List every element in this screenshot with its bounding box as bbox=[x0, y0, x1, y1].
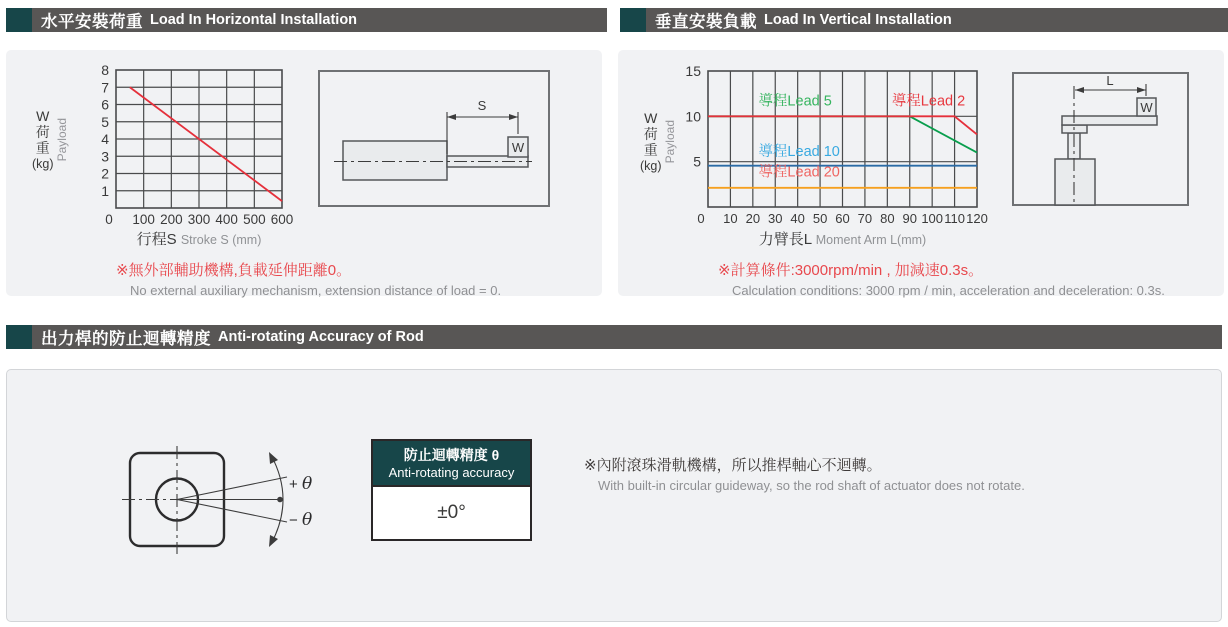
dimension-l bbox=[1075, 73, 1146, 96]
x-axis-label: 力臂長L Moment Arm L(mm) bbox=[758, 231, 927, 248]
x-tick-label: 500 bbox=[243, 212, 266, 227]
minus-sign: − bbox=[289, 512, 302, 529]
vertical-section-panel bbox=[618, 50, 1224, 296]
anti-rotating-accuracy-table bbox=[371, 439, 532, 541]
table-header bbox=[373, 441, 530, 487]
y-axis-title-line: 重 bbox=[643, 141, 658, 158]
series-label-lead-2: 導程Lead 2 bbox=[891, 93, 966, 110]
note-en: With built-in circular guideway, so the rod shaft of actuator does not rotate. bbox=[598, 478, 1025, 493]
horizontal-section-panel bbox=[6, 50, 602, 296]
y-tick-label: 5 bbox=[693, 153, 701, 170]
section-title-zh: 出力桿的防止迴轉精度 bbox=[41, 330, 211, 348]
horizontal-load-chart bbox=[72, 58, 322, 258]
x-tick-label: 110 bbox=[944, 211, 965, 226]
x-tick-label: 100 bbox=[921, 211, 944, 226]
minus-theta-label bbox=[289, 510, 312, 530]
x-tick-label: 0 bbox=[697, 211, 705, 226]
actuator-body bbox=[343, 141, 447, 180]
note-zh: ※計算條件:3000rpm/min , 加減速0.3s。 bbox=[718, 262, 984, 279]
x-tick-label: 100 bbox=[132, 212, 155, 227]
table-value: ±0° bbox=[437, 502, 466, 523]
x-tick-label: 400 bbox=[215, 212, 238, 227]
theta-symbol: θ bbox=[301, 474, 313, 494]
y-axis-title-line: 荷 bbox=[643, 126, 658, 143]
y-tick-label: 10 bbox=[685, 108, 701, 125]
note-en: No external auxiliary mechanism, extension distance of load = 0. bbox=[130, 283, 502, 298]
x-tick-label: 50 bbox=[812, 211, 828, 226]
y-tick-label: 7 bbox=[101, 79, 109, 96]
vertical-load-chart-svg bbox=[638, 57, 988, 252]
section-header-vertical bbox=[620, 8, 1228, 32]
x-axis-label: 行程S Stroke S (mm) bbox=[136, 231, 262, 248]
header-bar bbox=[32, 325, 1222, 349]
y-axis-title-unit: (kg) bbox=[640, 158, 662, 173]
anti-rotating-note bbox=[584, 454, 1025, 493]
section-title-zh: 水平安裝荷重 bbox=[41, 13, 143, 31]
y-axis-payload-label: Payload bbox=[662, 120, 677, 164]
y-tick-label: 3 bbox=[101, 148, 109, 165]
x-tick-label: 10 bbox=[723, 211, 738, 226]
x-tick-label: 60 bbox=[835, 211, 850, 226]
series-label-lead-20: 導程Lead 20 bbox=[758, 164, 840, 181]
section-title-en: Load In Horizontal Installation bbox=[150, 12, 358, 28]
y-tick-label: 2 bbox=[101, 165, 109, 182]
x-tick-label: 300 bbox=[187, 212, 211, 227]
y-tick-label: 6 bbox=[101, 96, 109, 113]
y-axis-title-line: W bbox=[36, 108, 50, 125]
y-axis-title-line: W bbox=[644, 110, 658, 127]
dimension-label: S bbox=[477, 98, 487, 113]
actuator-body bbox=[1055, 159, 1095, 205]
y-axis-title-line: 荷 bbox=[35, 124, 50, 141]
section-header-horizontal bbox=[6, 8, 607, 32]
anti-rotating-panel bbox=[6, 369, 1222, 622]
x-tick-label: 120 bbox=[966, 211, 988, 226]
horizontal-load-chart-svg bbox=[72, 58, 322, 258]
series-label-lead-5: 導程Lead 5 bbox=[758, 93, 832, 110]
note-en: Calculation conditions: 3000 rpm / min, acceleration and deceleration: 0.3s. bbox=[732, 283, 1165, 298]
header-bar bbox=[646, 8, 1228, 32]
series-label-lead-10: 導程Lead 10 bbox=[758, 144, 840, 161]
dimension-label: L bbox=[1106, 73, 1114, 88]
vertical-load-chart bbox=[638, 57, 988, 252]
y-tick-label: 4 bbox=[101, 131, 109, 147]
section-header-anti-rotating bbox=[6, 325, 1222, 349]
plus-sign: + bbox=[289, 476, 302, 493]
x-tick-label: 0 bbox=[105, 212, 113, 227]
y-axis-label-horizontal bbox=[32, 94, 69, 186]
rotation-angle-indicator bbox=[177, 452, 287, 547]
x-tick-label: 40 bbox=[790, 211, 805, 226]
y-axis-title bbox=[32, 109, 54, 170]
note-zh: ※內附滾珠滑軌機構，所以推桿軸心不迴轉。 bbox=[584, 457, 882, 474]
y-axis-title-unit: (kg) bbox=[32, 156, 54, 171]
x-tick-label: 90 bbox=[902, 211, 917, 226]
x-tick-label: 200 bbox=[160, 212, 183, 227]
x-tick-label: 20 bbox=[745, 211, 761, 226]
arm bbox=[1062, 116, 1157, 125]
vertical-note bbox=[718, 259, 1165, 298]
diagram-frame bbox=[1013, 73, 1188, 205]
header-accent-square bbox=[6, 8, 32, 32]
section-title-en: Anti-rotating Accuracy of Rod bbox=[218, 329, 424, 345]
vertical-installation-diagram bbox=[1012, 72, 1189, 206]
y-axis-payload-label: Payload bbox=[54, 118, 69, 162]
y-axis-title-line: 重 bbox=[35, 139, 50, 156]
horizontal-note bbox=[116, 259, 501, 298]
y-tick-label: 8 bbox=[101, 62, 109, 78]
section-title-en: Load In Vertical Installation bbox=[764, 12, 952, 28]
y-tick-label: 1 bbox=[101, 182, 109, 199]
y-tick-label: 5 bbox=[101, 113, 109, 130]
header-accent-square bbox=[620, 8, 646, 32]
x-tick-label: 600 bbox=[270, 212, 294, 227]
note-zh: ※無外部輔助機構,負載延伸距離0。 bbox=[116, 262, 352, 279]
table-header-en: Anti-rotating accuracy bbox=[388, 465, 515, 480]
horizontal-installation-diagram bbox=[318, 70, 550, 207]
header-bar bbox=[32, 8, 607, 32]
x-tick-label: 30 bbox=[768, 211, 783, 226]
table-header-zh: 防止迴轉精度 θ bbox=[403, 447, 500, 463]
anti-rotating-diagram bbox=[117, 439, 342, 561]
load-label: W bbox=[1140, 100, 1153, 115]
section-title-zh: 垂直安裝負載 bbox=[655, 13, 757, 31]
x-tick-label: 80 bbox=[880, 211, 895, 226]
y-tick-label: 15 bbox=[685, 63, 701, 79]
header-accent-square bbox=[6, 325, 32, 349]
load-label: W bbox=[511, 140, 525, 155]
theta-symbol: θ bbox=[301, 510, 313, 530]
plus-theta-label bbox=[289, 474, 312, 494]
x-tick-label: 70 bbox=[857, 211, 873, 226]
